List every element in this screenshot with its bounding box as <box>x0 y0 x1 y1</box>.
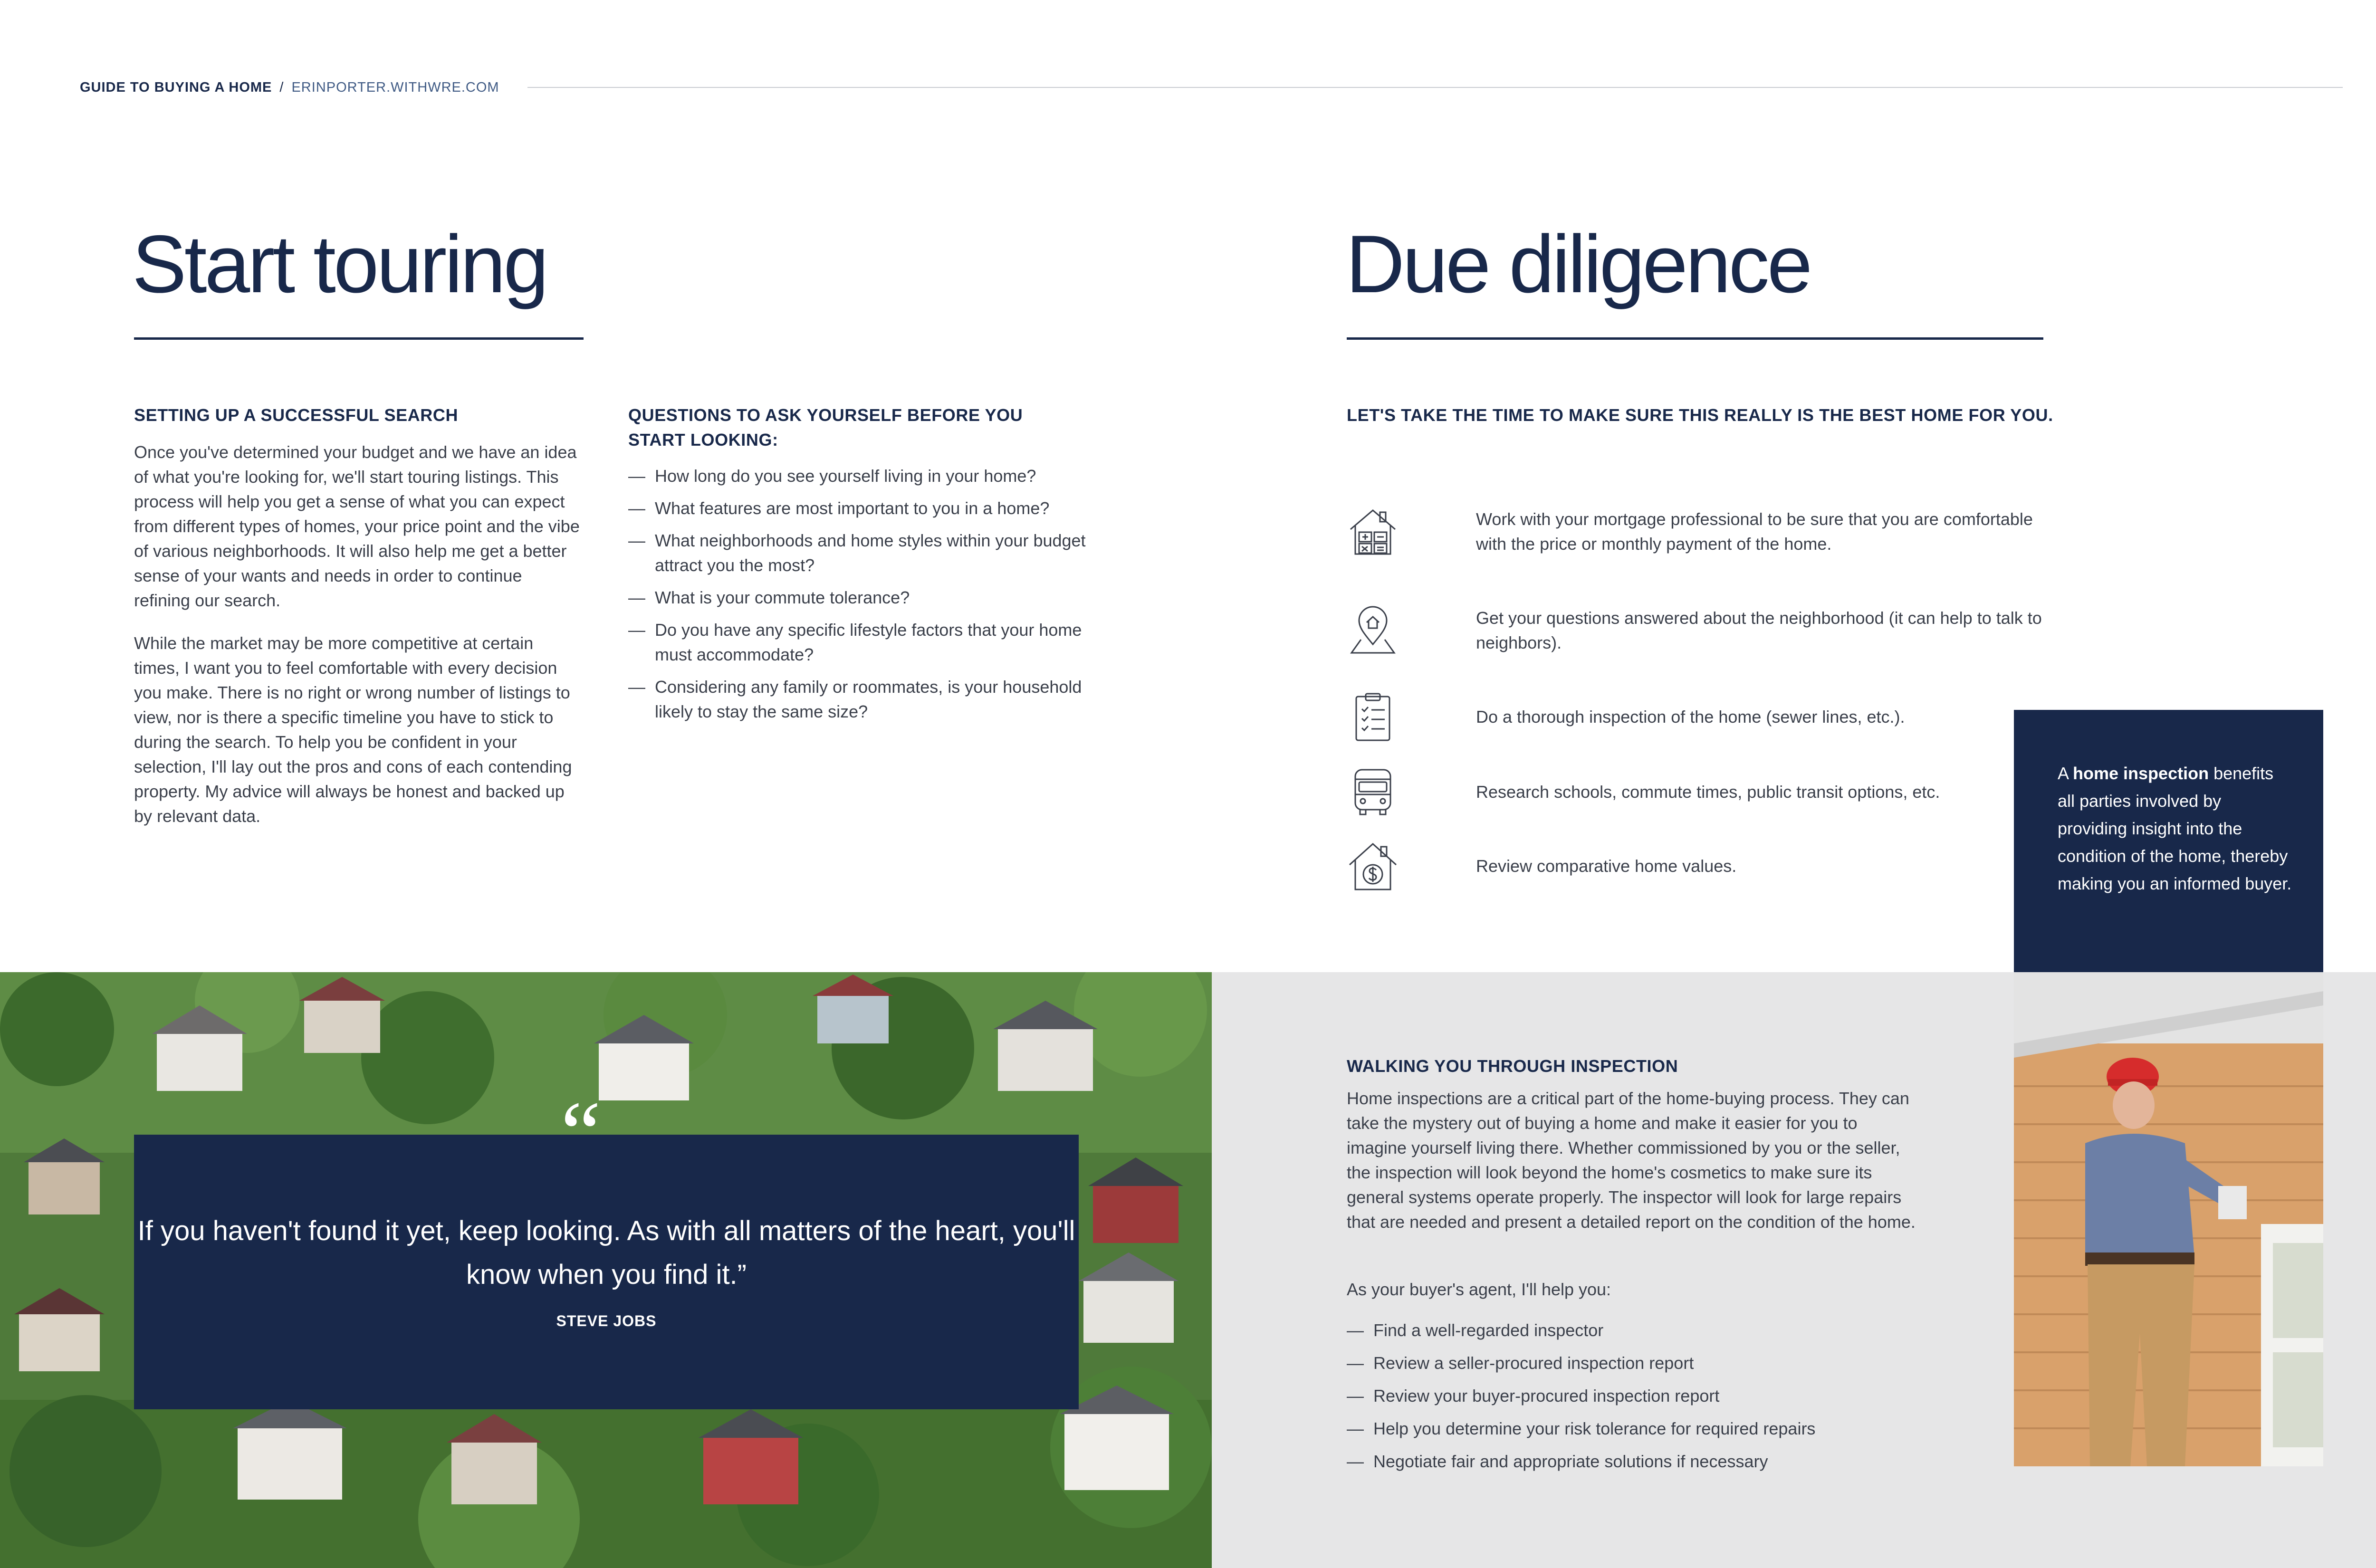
quote-mark-icon: “ <box>561 1083 601 1183</box>
guide-title: GUIDE TO BUYING A HOME <box>80 79 272 95</box>
page-header <box>80 78 499 97</box>
quote-text: If you haven't found it yet, keep looking. As with all matters of the heart, you'll know when you find it.” <box>137 1215 1075 1290</box>
inspection-help-item: — Negotiate fair and appropriate solutions if necessary <box>1347 1452 1768 1471</box>
quote-author: STEVE JOBS <box>556 1312 657 1329</box>
question-item: — How long do you see yourself living in your home? <box>628 466 1036 486</box>
map-pin-house-icon <box>1347 604 1399 657</box>
diligence-text: Do a thorough inspection of the home (sewer lines, etc.). <box>1476 707 1905 727</box>
search-paragraph-2: While the market may be more competitive at certain times, I want you to feel comfortable with every decision you make. There is no right or wrong number of listings to view, nor is there a specific timeline you have to stick to during the search. To help you be confident in your selection, I'll lay out the pros and cons of each contending property. My advice will always be honest and backed up by relevant data. <box>134 633 572 826</box>
inspection-help-item: — Find a well-regarded inspector <box>1347 1320 1604 1340</box>
website-link[interactable]: ERINPORTER.WITHWRE.COM <box>291 79 499 95</box>
due-diligence-rule <box>1347 337 2043 340</box>
inspection-help-item: — Help you determine your risk tolerance for required repairs <box>1347 1419 1816 1438</box>
due-diligence-subheading: LET'S TAKE THE TIME TO MAKE SURE THIS REALLY IS THE BEST HOME FOR YOU. <box>1347 405 2053 425</box>
inspection-intro: As your buyer's agent, I'll help you: <box>1347 1280 1611 1299</box>
diligence-text: Review comparative home values. <box>1476 856 1737 876</box>
start-touring-title: Start touring <box>132 219 546 310</box>
question-item: — Do you have any specific lifestyle factors that your home must accommodate? <box>628 620 1082 664</box>
search-paragraph-1: Once you've determined your budget and we have an idea of what you're looking for, we'll start touring listings. This process will help you get a sense of what you can expect from different types of homes, your price point and the vibe of various neighborhoods. It will also help me get a better sense of your wants and needs in order to continue refining our search. <box>134 442 580 610</box>
search-heading: SETTING UP A SUCCESSFUL SEARCH <box>134 405 459 425</box>
diligence-item-values <box>1347 840 2060 892</box>
home-inspection-callout <box>2014 710 2323 972</box>
callout-emphasis: home inspection <box>2073 764 2209 783</box>
due-diligence-title: Due diligence <box>1346 219 1811 310</box>
home-inspector-photo <box>2014 972 2323 1466</box>
question-item: — What neighborhoods and home styles within your budget attract you the most? <box>628 531 1086 575</box>
inspection-paragraph: Home inspections are a critical part of the home-buying process. They can take the mystery out of buying a home and make it easier for you to imagine yourself living there. Whether commissioned by you or the seller, the inspection will look beyond the home's cosmetics to make sure its general systems operate properly. The inspector will look for large repairs that are needed and present a detailed report on the condition of the home. <box>1347 1089 1916 1232</box>
diligence-text: Get your questions answered about the neighborhood (it can help to talk to neighbors). <box>1476 608 2042 652</box>
diligence-item-mortgage <box>1347 506 2060 558</box>
inspection-help-list <box>1347 1318 1964 1474</box>
callout-text: A home inspection benefits all parties involved by providing insight into the condition of the home, thereby making you an informed buyer. <box>2058 764 2292 893</box>
header-separator: / <box>279 79 284 95</box>
diligence-item-neighborhood <box>1347 604 2060 657</box>
house-dollar-icon <box>1347 840 1399 892</box>
start-touring-rule <box>134 337 584 340</box>
diligence-item-inspection <box>1347 691 2060 743</box>
bus-icon <box>1347 766 1399 818</box>
question-item: — Considering any family or roommates, is your household likely to stay the same size? <box>628 677 1082 721</box>
inspection-help-item: — Review your buyer-procured inspection report <box>1347 1386 1720 1405</box>
header-rule <box>527 87 2343 88</box>
clipboard-checklist-icon <box>1347 691 1399 743</box>
diligence-text: Work with your mortgage professional to be sure that you are comfortable with the price or monthly payment of the home. <box>1476 509 2033 554</box>
question-item: — What features are most important to you in a home? <box>628 498 1050 518</box>
diligence-item-research <box>1347 766 2060 818</box>
inspection-heading: WALKING YOU THROUGH INSPECTION <box>1347 1056 1678 1076</box>
questions-list <box>628 464 1108 724</box>
questions-heading: QUESTIONS TO ASK YOURSELF BEFORE YOU START LOOKING: <box>628 405 1023 449</box>
question-item: — What is your commute tolerance? <box>628 588 910 607</box>
house-calculator-icon <box>1347 506 1399 558</box>
inspection-help-item: — Review a seller-procured inspection report <box>1347 1353 1694 1373</box>
diligence-text: Research schools, commute times, public transit options, etc. <box>1476 782 1940 802</box>
